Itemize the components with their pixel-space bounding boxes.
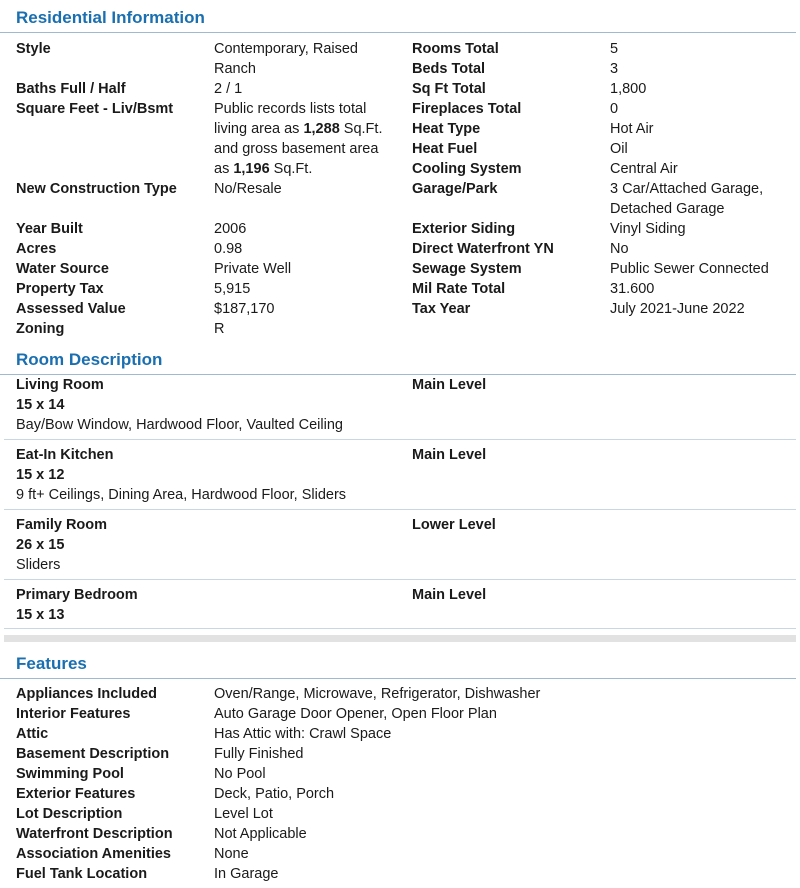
value-waterfront-yn: No — [610, 241, 629, 257]
label-baths: Baths Full / Half — [16, 81, 126, 97]
label-sewage: Sewage System — [412, 261, 522, 277]
room-item — [4, 377, 796, 440]
value-exterior-siding: Vinyl Siding — [610, 221, 686, 237]
label-sqft-total: Sq Ft Total — [412, 81, 486, 97]
section-divider — [4, 635, 796, 642]
value-tax-year: July 2021-June 2022 — [610, 301, 745, 317]
feature-row — [0, 804, 800, 824]
label-exterior-siding: Exterior Siding — [412, 221, 516, 237]
feature-label: Basement Description — [16, 746, 170, 762]
value-baths: 2 / 1 — [214, 81, 243, 97]
label-rooms-total: Rooms Total — [412, 41, 499, 57]
room-level: Main Level — [412, 587, 487, 603]
residential-row — [0, 239, 800, 259]
residential-row — [0, 159, 800, 179]
room-name: Family Room — [16, 517, 108, 533]
residential-row — [0, 319, 800, 339]
label-fireplaces: Fireplaces Total — [412, 101, 522, 117]
value-cooling: Central Air — [610, 161, 678, 177]
section-title-residential: Residential Information — [0, 8, 796, 33]
residential-row — [0, 119, 800, 139]
feature-value: Has Attic with: Crawl Space — [214, 726, 392, 742]
room-name: Eat-In Kitchen — [16, 447, 114, 463]
value-heat-fuel: Oil — [610, 141, 628, 157]
value-assessed-value: $187,170 — [214, 301, 275, 317]
feature-value: In Garage — [214, 866, 279, 882]
room-dimensions: 15 x 14 — [16, 397, 65, 413]
feature-value: Oven/Range, Microwave, Refrigerator, Dishwasher — [214, 686, 541, 702]
value-sqft-total: 1,800 — [610, 81, 647, 97]
feature-label: Waterfront Description — [16, 826, 173, 842]
residential-row — [0, 259, 800, 279]
room-description: Bay/Bow Window, Hardwood Floor, Vaulted Ceiling — [16, 417, 343, 433]
residential-row — [0, 219, 800, 239]
label-assessed-value: Assessed Value — [16, 301, 126, 317]
label-acres: Acres — [16, 241, 57, 257]
feature-label: Fuel Tank Location — [16, 866, 148, 882]
value-beds-total: 3 — [610, 61, 619, 77]
label-water-source: Water Source — [16, 261, 109, 277]
feature-label: Appliances Included — [16, 686, 157, 702]
label-garage: Garage/Park — [412, 181, 498, 197]
residential-row — [0, 279, 800, 299]
residential-row — [0, 179, 800, 217]
value-fireplaces: 0 — [610, 101, 619, 117]
features-section — [0, 654, 800, 886]
value-acres: 0.98 — [214, 241, 243, 257]
value-sqft-liv-bsmt: Public records lists total living area as 1,288 Sq.Ft. and gross basement area as 1,196 Sq.Ft. — [214, 101, 383, 177]
label-mil-rate: Mil Rate Total — [412, 281, 506, 297]
room-name: Living Room — [16, 377, 104, 393]
residential-row — [0, 79, 800, 99]
label-heat-fuel: Heat Fuel — [412, 141, 478, 157]
value-style: Contemporary, Raised Ranch — [214, 41, 358, 77]
value-garage: 3 Car/Attached Garage, Detached Garage — [610, 181, 764, 217]
room-dimensions: 15 x 12 — [16, 467, 65, 483]
feature-label: Lot Description — [16, 806, 123, 822]
feature-label: Attic — [16, 726, 49, 742]
residential-row — [0, 299, 800, 319]
feature-label: Exterior Features — [16, 786, 136, 802]
room-level: Lower Level — [412, 517, 496, 533]
feature-label: Interior Features — [16, 706, 131, 722]
label-year-built: Year Built — [16, 221, 83, 237]
room-name: Primary Bedroom — [16, 587, 138, 603]
label-zoning: Zoning — [16, 321, 65, 337]
label-style: Style — [16, 41, 51, 57]
feature-row — [0, 744, 800, 764]
value-new-construction: No/Resale — [214, 181, 282, 197]
value-sewage: Public Sewer Connected — [610, 261, 769, 277]
feature-value: Fully Finished — [214, 746, 304, 762]
label-cooling: Cooling System — [412, 161, 522, 177]
section-title-features: Features — [0, 654, 796, 679]
label-sqft-liv-bsmt: Square Feet - Liv/Bsmt — [16, 101, 174, 117]
label-waterfront-yn: Direct Waterfront YN — [412, 241, 554, 257]
residential-section — [0, 8, 800, 348]
room-level: Main Level — [412, 447, 487, 463]
feature-value: None — [214, 846, 249, 862]
feature-value: Auto Garage Door Opener, Open Floor Plan — [214, 706, 497, 722]
feature-row — [0, 764, 800, 784]
feature-row — [0, 784, 800, 804]
label-beds-total: Beds Total — [412, 61, 486, 77]
feature-value: Level Lot — [214, 806, 273, 822]
room-item — [4, 447, 796, 510]
feature-row — [0, 864, 800, 884]
feature-row — [0, 824, 800, 844]
value-heat-type: Hot Air — [610, 121, 654, 137]
label-heat-type: Heat Type — [412, 121, 481, 137]
residential-row — [0, 139, 800, 159]
feature-row — [0, 684, 800, 704]
feature-value: No Pool — [214, 766, 266, 782]
value-property-tax: 5,915 — [214, 281, 251, 297]
feature-row — [0, 844, 800, 864]
room-item — [4, 517, 796, 580]
residential-row — [0, 59, 800, 79]
value-rooms-total: 5 — [610, 41, 619, 57]
feature-value: Not Applicable — [214, 826, 307, 842]
room-description: Sliders — [16, 557, 61, 573]
feature-label: Swimming Pool — [16, 766, 124, 782]
room-level: Main Level — [412, 377, 487, 393]
room-section — [0, 350, 800, 640]
room-dimensions: 26 x 15 — [16, 537, 65, 553]
section-title-rooms: Room Description — [0, 350, 796, 375]
feature-row — [0, 724, 800, 744]
feature-row — [0, 704, 800, 724]
value-water-source: Private Well — [214, 261, 292, 277]
room-description: 9 ft+ Ceilings, Dining Area, Hardwood Floor, Sliders — [16, 487, 347, 503]
feature-value: Deck, Patio, Porch — [214, 786, 335, 802]
label-property-tax: Property Tax — [16, 281, 104, 297]
room-item — [4, 587, 796, 629]
value-mil-rate: 31.600 — [610, 281, 655, 297]
feature-label: Association Amenities — [16, 846, 171, 862]
label-tax-year: Tax Year — [412, 301, 471, 317]
value-year-built: 2006 — [214, 221, 247, 237]
room-dimensions: 15 x 13 — [16, 607, 65, 623]
label-new-construction: New Construction Type — [16, 181, 177, 197]
value-zoning: R — [214, 321, 225, 337]
